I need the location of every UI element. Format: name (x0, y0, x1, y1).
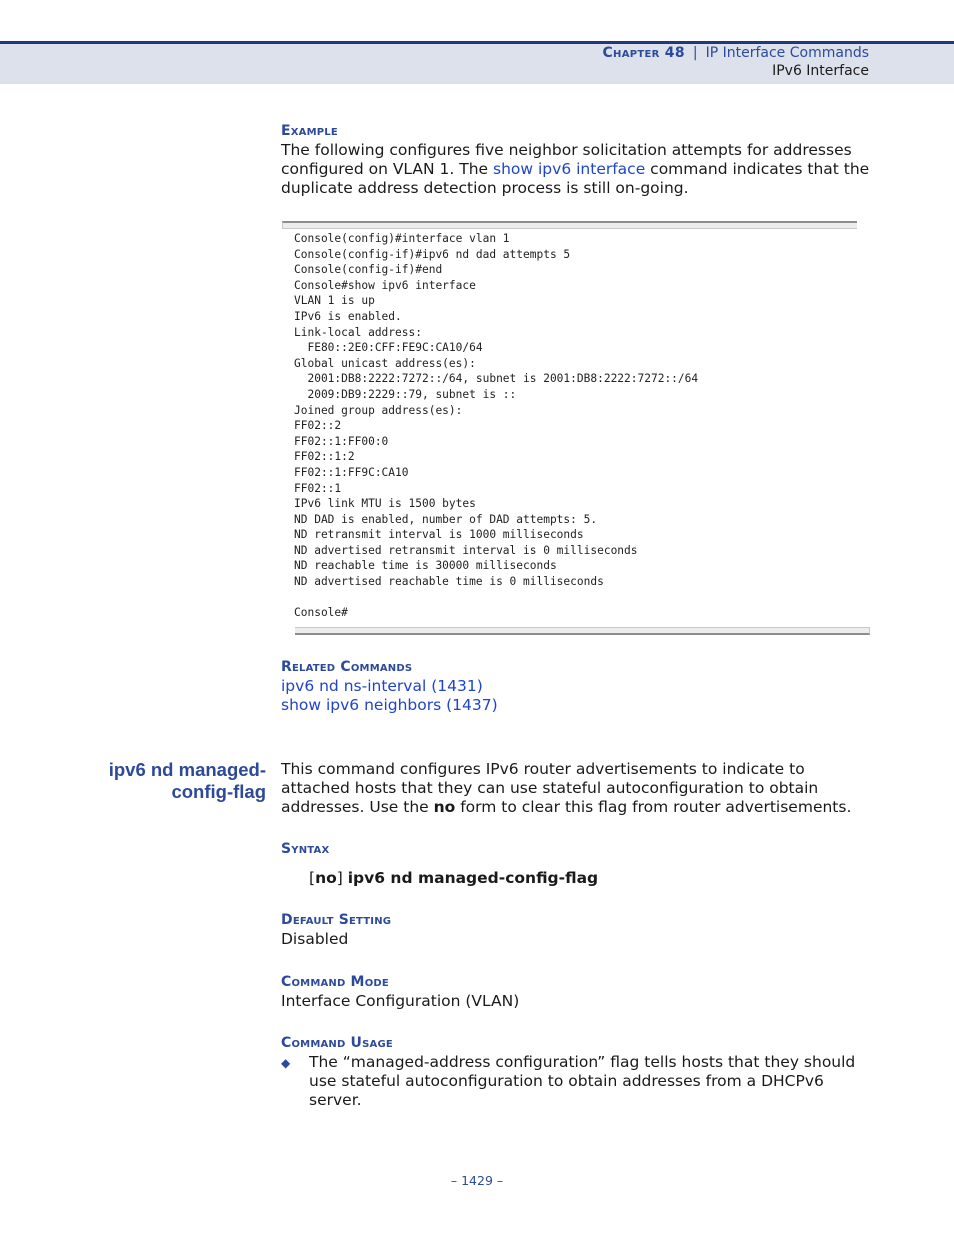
default-setting-heading: Default Setting (281, 912, 392, 928)
code-example-box (282, 221, 869, 635)
command-title-line1: ipv6 nd managed- (108, 759, 266, 780)
command-title-line2: config-flag (171, 781, 266, 802)
code-example: Console(config)#interface vlan 1 Console(config-if)#ipv6 nd dad attempts 5 Console(config-if)#end Console#show ipv6 interface VLAN 1 is up IPv6 is enabled. Link-local address: FE80::2E0:CFF:FE9C:CA10/64 Global unicast address(es): 2001:DB8:2222:7272::/64, subnet is 2001:DB8:2222:7272::/64 2009:DB9:2229::79, subnet is :: Joined group address(es): FF02::2 FF02::1:FF00:0 FF02::1:2 FF02::1:FF9C:CA10 FF02::1 IPv6 link MTU is 1500 bytes ND DAD is enabled, number of DAD attempts: 5. ND retransmit interval is 1000 milliseconds ND advertised retransmit interval is 0 milliseconds ND reachable time is 30000 milliseconds ND advertised reachable time is 0 milliseconds Console# (294, 232, 699, 620)
description-text-before: This command configures IPv6 router advertisements to indicate to attached hosts that they can use stateful autoconfiguration to obtain addresses. Use the (281, 760, 819, 816)
command-usage-heading: Command Usage (281, 1035, 393, 1051)
command-mode-value: Interface Configuration (VLAN) (281, 992, 520, 1010)
syntax-command: ipv6 nd managed-config-flag (347, 869, 599, 887)
chapter-title: IP Interface Commands (705, 45, 869, 61)
usage-item: The “managed-address configuration” flag tells hosts that they should use stateful autoconfiguration to obtain addresses from a DHCPv6 server. (309, 1053, 856, 1109)
running-header (602, 45, 869, 61)
example-paragraph (281, 141, 871, 198)
related-commands-heading: Related Commands (281, 659, 413, 675)
command-title (109, 759, 266, 803)
code-box-bottom-rule (295, 627, 870, 635)
code-box-top-rule (282, 221, 857, 229)
syntax-bracket-open: [ (309, 869, 316, 887)
command-description (281, 760, 871, 817)
related-link-show-neighbors[interactable]: show ipv6 neighbors (1437) (281, 696, 498, 714)
syntax-bracket-close: ] (336, 869, 348, 887)
section-title: IPv6 Interface (772, 63, 869, 79)
default-setting-value: Disabled (281, 930, 349, 948)
syntax-no-keyword: no (315, 869, 337, 887)
description-text-after: form to clear this flag from router advertisements. (455, 798, 852, 816)
syntax-line (309, 869, 598, 887)
example-text-before: The following configures five neighbor solicitation attempts for addresses configured on VLAN 1. The (281, 141, 852, 178)
command-mode-heading: Command Mode (281, 974, 389, 990)
page-number: – 1429 – (450, 1173, 504, 1188)
header-separator: | (692, 45, 698, 61)
description-no-keyword: no (433, 798, 456, 816)
related-link-ns-interval[interactable]: ipv6 nd ns-interval (1431) (281, 677, 483, 695)
chapter-label: Chapter 48 (602, 45, 685, 61)
syntax-heading: Syntax (281, 841, 330, 857)
diamond-bullet-icon: ◆ (281, 1056, 291, 1070)
example-text-after: command indicates that the duplicate address detection process is still on-going. (281, 160, 870, 197)
example-heading: Example (281, 123, 338, 139)
show-ipv6-interface-link[interactable]: show ipv6 interface (493, 160, 646, 178)
